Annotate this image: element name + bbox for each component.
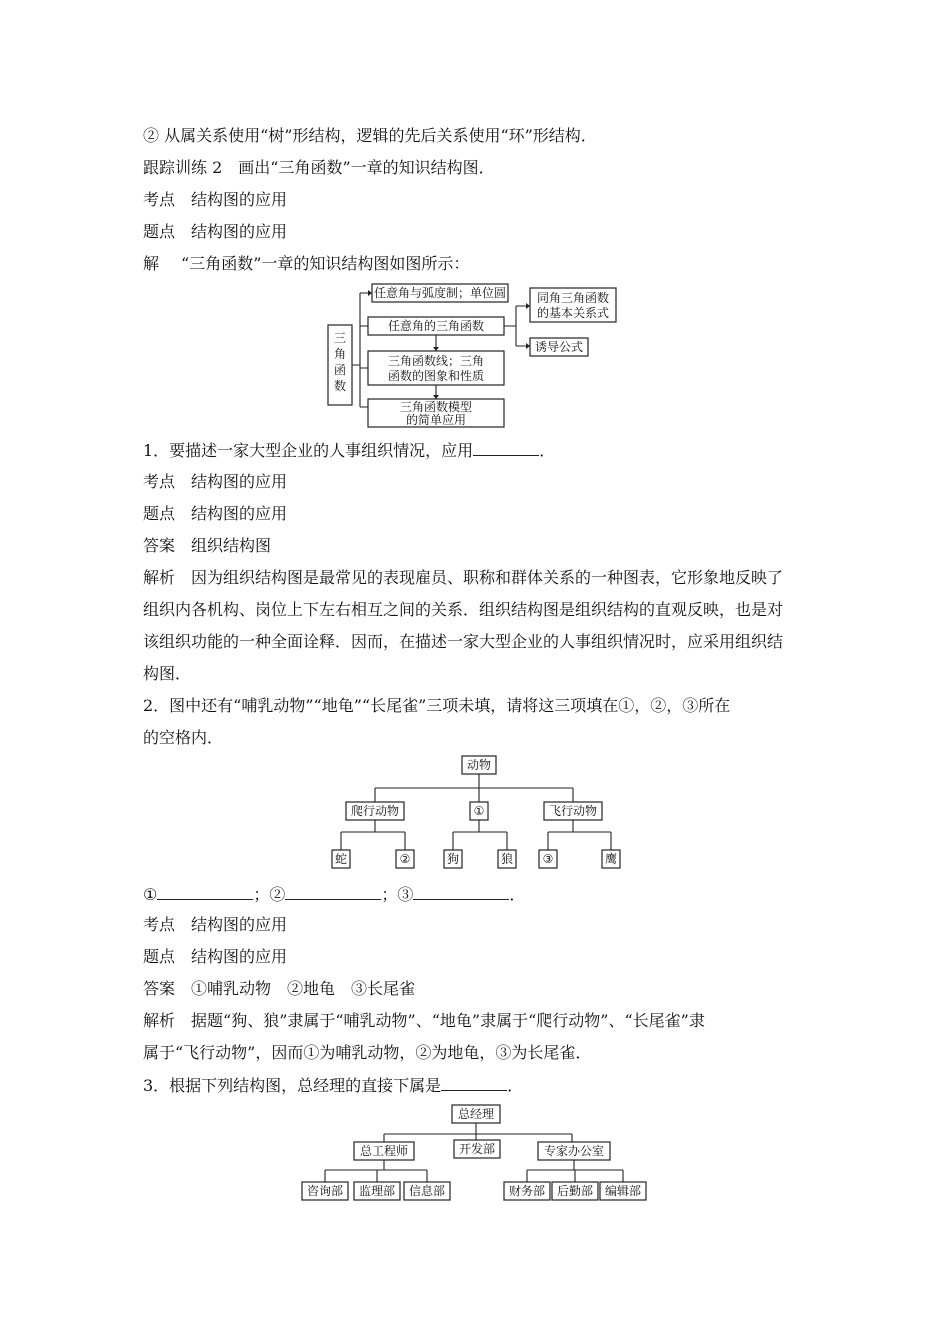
trig-root-char-2: 角 bbox=[333, 347, 347, 361]
org-g2-label: 监理部 bbox=[358, 1184, 396, 1198]
animal-tree-diagram bbox=[330, 754, 630, 874]
animal-g5-label: ③ bbox=[542, 852, 554, 866]
analysis-text: 据题“狗、狼”隶属于“哺乳动物”、“地龟”隶属于“爬行动物”、“长尾雀”隶 bbox=[191, 1011, 705, 1030]
answer-value: ①哺乳动物 ②地龟 ③长尾雀 bbox=[191, 979, 416, 998]
analysis-text: 因为组织结构图是最常见的表现雇员、职称和群体关系的一种图表，它形象地反映了 bbox=[191, 568, 784, 587]
org-c1-label: 总工程师 bbox=[359, 1144, 409, 1158]
animal-c3-label: 飞行动物 bbox=[548, 804, 598, 818]
tidian-value: 结构图的应用 bbox=[191, 222, 288, 241]
tidian-value: 结构图的应用 bbox=[191, 947, 288, 966]
trig-root-char-3: 函 bbox=[333, 363, 347, 377]
answer-line-1 bbox=[143, 536, 271, 556]
org-g3-label: 信息部 bbox=[408, 1184, 446, 1198]
analysis-line-1 bbox=[143, 568, 783, 588]
animal-g6-label: 鹰 bbox=[604, 852, 618, 866]
trig-right-2-label: 诱导公式 bbox=[534, 340, 584, 354]
analysis-line-5 bbox=[143, 1011, 705, 1031]
org-g1-label: 咨询部 bbox=[306, 1184, 344, 1198]
trig-node-4-label-1: 三角函数模型 bbox=[399, 400, 473, 414]
animal-g1-label: 蛇 bbox=[334, 852, 348, 866]
kaodian-line-3 bbox=[143, 915, 287, 935]
org-g5-label: 后勤部 bbox=[556, 1184, 594, 1198]
kaodian-line-2 bbox=[143, 472, 287, 492]
kaodian-value: 结构图的应用 bbox=[191, 190, 288, 209]
kaodian-value: 结构图的应用 bbox=[191, 915, 288, 934]
analysis-line-3: 该组织功能的一种全面诠释．因而，在描述一家大型企业的人事组织情况时，应采用组织结 bbox=[143, 632, 784, 651]
org-root-label: 总经理 bbox=[457, 1107, 495, 1121]
org-c2-label: 开发部 bbox=[458, 1142, 496, 1156]
trig-right-branch-lines bbox=[504, 306, 526, 346]
kaodian-label: 考点 bbox=[143, 472, 176, 491]
animal-c2-label: ① bbox=[473, 804, 485, 818]
answer-value: 组织结构图 bbox=[191, 536, 272, 555]
animal-g2-label: ② bbox=[399, 852, 411, 866]
question-3-end: ． bbox=[507, 1076, 524, 1095]
trig-root-char-1: 三 bbox=[333, 331, 347, 345]
answer-blank bbox=[473, 440, 539, 456]
arrow-head bbox=[433, 347, 439, 351]
org-level1-connectors bbox=[384, 1123, 572, 1142]
tidian-label: 题点 bbox=[143, 222, 176, 241]
trig-structure-diagram bbox=[320, 280, 630, 430]
tidian-label: 题点 bbox=[143, 504, 176, 523]
org-g4-label: 财务部 bbox=[508, 1184, 546, 1198]
question-2-line-2: 的空格内． bbox=[143, 728, 224, 747]
trig-node-3-label-2: 函数的图象和性质 bbox=[387, 369, 485, 383]
answer-blank bbox=[441, 1075, 507, 1091]
trig-node-4-label-2: 的简单应用 bbox=[405, 413, 467, 427]
animal-level1-connectors bbox=[375, 774, 573, 802]
arrow-head bbox=[368, 290, 372, 296]
question-1 bbox=[143, 440, 555, 461]
question-1-text: 1．要描述一家大型企业的人事组织情况，应用 bbox=[143, 441, 474, 460]
trig-root-char-4: 数 bbox=[333, 379, 347, 393]
trig-node-2-label: 任意角的三角函数 bbox=[387, 319, 485, 333]
kaodian-value: 结构图的应用 bbox=[191, 472, 288, 491]
trig-bracket-lines bbox=[352, 293, 368, 407]
org-c3-label: 专家办公室 bbox=[543, 1144, 605, 1158]
arrow-head bbox=[433, 395, 439, 399]
org-level2-connectors bbox=[325, 1160, 623, 1182]
answer-label: 答案 bbox=[143, 979, 176, 998]
follow-up-exercise-2: 跟踪训练 2 画出“三角函数”一章的知识结构图． bbox=[143, 158, 495, 177]
blank-3-label: ；③ bbox=[381, 885, 414, 904]
animal-level2-connectors bbox=[341, 820, 611, 850]
answer-blank bbox=[413, 884, 509, 900]
answer-label: 答案 bbox=[143, 536, 176, 555]
tidian-line-3 bbox=[143, 947, 287, 967]
answer-blank bbox=[157, 884, 253, 900]
solution-text: “三角函数”一章的知识结构图如图所示： bbox=[181, 254, 470, 273]
text-line-structure-rule: ② 从属关系使用“树”形结构，逻辑的先后关系使用“环”形结构． bbox=[143, 126, 597, 145]
analysis-line-4: 构图． bbox=[143, 664, 192, 683]
animal-c1-label: 爬行动物 bbox=[350, 804, 400, 818]
question-1-end: ． bbox=[539, 441, 556, 460]
analysis-label: 解析 bbox=[143, 1011, 176, 1030]
tidian-line-2 bbox=[143, 504, 287, 524]
tidian-label: 题点 bbox=[143, 947, 176, 966]
kaodian-label: 考点 bbox=[143, 915, 176, 934]
trig-right-1-label-2: 的基本关系式 bbox=[536, 306, 610, 320]
blank-2-label: ；② bbox=[253, 885, 286, 904]
org-g6-label: 编辑部 bbox=[604, 1184, 642, 1198]
trig-node-3-label-1: 三角函数线；三角 bbox=[387, 354, 485, 368]
animal-g3-label: 狗 bbox=[446, 852, 460, 866]
analysis-line-2: 组织内各机构、岗位上下左右相互之间的关系．组织结构图是组织结构的直观反映，也是对 bbox=[143, 600, 784, 619]
org-chart-diagram bbox=[300, 1102, 650, 1202]
kaodian-label: 考点 bbox=[143, 190, 176, 209]
trig-right-1-label-1: 同角三角函数 bbox=[536, 291, 610, 305]
blank-1-label: ① bbox=[143, 885, 158, 904]
solution-line bbox=[143, 254, 469, 274]
animal-root-label: 动物 bbox=[466, 758, 492, 772]
question-3-text: 3．根据下列结构图，总经理的直接下属是 bbox=[143, 1076, 442, 1095]
tidian-line-1 bbox=[143, 222, 287, 242]
question-2-blanks bbox=[143, 884, 525, 905]
trig-node-1-label: 任意角与弧度制；单位圆 bbox=[373, 286, 507, 300]
analysis-line-6: 属于“飞行动物”，因而①为哺乳动物，②为地龟，③为长尾雀． bbox=[143, 1043, 592, 1062]
answer-blank bbox=[285, 884, 381, 900]
tidian-value: 结构图的应用 bbox=[191, 504, 288, 523]
answer-line-2 bbox=[143, 979, 415, 999]
blank-end: ． bbox=[509, 885, 526, 904]
animal-g4-label: 狼 bbox=[500, 852, 514, 866]
question-3 bbox=[143, 1075, 523, 1096]
analysis-label: 解析 bbox=[143, 568, 176, 587]
solution-label: 解 bbox=[143, 254, 160, 273]
kaodian-line-1 bbox=[143, 190, 287, 210]
question-2-line-1: 2．图中还有“哺乳动物”“地龟”“长尾雀”三项未填，请将这三项填在①，②，③所在 bbox=[143, 696, 731, 715]
